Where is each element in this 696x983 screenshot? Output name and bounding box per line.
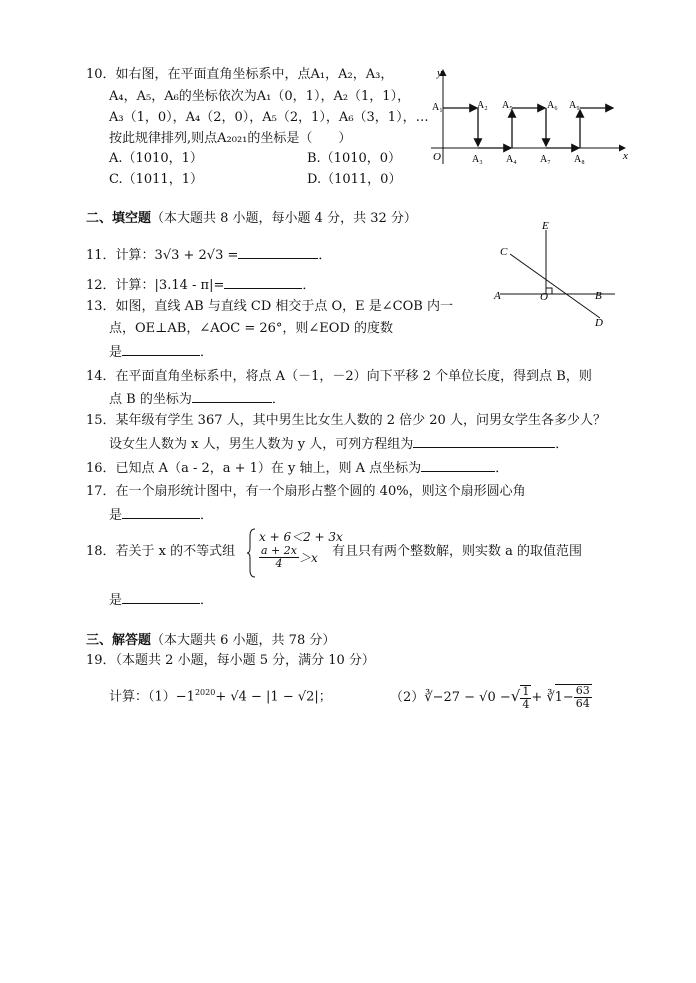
q18-fraction-den: 4 [275,557,283,570]
q17-end: ． [200,508,214,523]
q16-end: ． [495,461,509,476]
q19-expr2-b: + ∛ [531,690,555,705]
q19-cuberoot-body [555,684,592,710]
q19-part2 [390,684,592,711]
q13-end: ． [200,345,214,360]
label-a4: A₄ [506,154,517,165]
q12-prefix: 12．计算： [86,278,155,293]
q19-expr1-a: −1 [175,689,195,705]
q15-answer-blank[interactable] [413,434,555,448]
q19-part1 [109,684,332,706]
q15-end: ． [555,437,569,452]
label-a: A [494,290,501,302]
q10-option-b: B.（1010，0） [307,151,402,166]
label-a6: A₆ [547,100,558,111]
label-a7: A₇ [540,154,551,165]
y-axis-label: y [437,67,442,79]
q18-fraction [259,545,299,570]
q19-fraction-2 [574,685,592,710]
label-a9: A₉ [569,100,580,111]
section2-title: 二、填空题 [86,211,152,226]
q15-line2-text: 设女生人数为 x 人，男生人数为 y 人，可列方程组为 [109,437,414,452]
q11-prefix: 11．计算： [86,248,155,263]
label-a2: A₂ [477,100,488,111]
q18-line2-text: 是 [109,593,123,608]
q16-text: 16．已知点 A（a - 2，a + 1）在 y 轴上，则 A 点坐标为 [86,461,422,476]
q14-answer-blank[interactable] [192,389,272,403]
q17-line2 [109,505,213,525]
section3-note: （本大题共 6 小题，共 78 分） [151,633,336,648]
q17-line2-text: 是 [109,508,123,523]
label-b: B [595,290,602,302]
brace-icon [247,528,257,578]
q13-answer-blank[interactable] [122,342,200,356]
q19-fraction-1-den: 4 [522,697,530,711]
q18-inequality-system [247,528,343,578]
q18-line2 [109,590,213,610]
section3-heading [86,632,335,650]
q13-line3 [109,342,213,362]
label-a1: A₁ [432,102,443,113]
section2-note: （本大题共 8 小题，每小题 4 分，共 32 分） [151,211,417,226]
q18-inequality-2 [259,545,318,570]
q13-line3-text: 是 [109,345,123,360]
label-c: C [500,246,508,258]
q13-line1: 13．如图，直线 AB 与直线 CD 相交于点 O，E 是∠COB 内一 [86,299,453,314]
q18-answer-blank[interactable] [122,590,200,604]
q12-end: ． [302,278,316,293]
q10-line1: 10．如右图，在平面直角坐标系中，点A₁，A₂，A₃， [86,67,394,82]
q19-prefix: 计算：（1） [109,689,176,705]
q18-fraction-num: a + 2x [261,544,297,557]
q13-intersecting-lines-figure [490,218,630,330]
q13-line2: 点，OE⊥AB，∠AOC = 26°，则∠EOD 的度数 [109,321,393,336]
origin-label: O [433,151,441,163]
q16-answer-blank[interactable] [421,458,495,472]
q10-coordinate-graph [425,62,640,168]
q10-option-a: A.（1010，1） [109,151,203,166]
q16 [86,458,508,478]
label-o: O [540,291,548,303]
q15-line1: 15．某年级有学生 367 人，其中男生比女生人数的 2 倍少 20 人，问男女学生各多少人？ [86,413,606,428]
q12 [86,275,315,295]
q11-answer-blank[interactable] [238,245,318,259]
q19-expr2-c: 1− [554,690,574,705]
q19-fraction-2-num: 63 [575,684,590,697]
q10-option-c: C.（1011，1） [109,172,203,187]
q10-line4: 按此规律排列,则点A₂₀₂₁的坐标是（ ） [109,131,352,146]
q11 [86,245,331,265]
q18-gt: ＞x [298,551,318,565]
label-a3: A₃ [472,154,483,165]
q17-line1: 17．在一个扇形统计图中，有一个扇形占整个圆的 40%，则这个扇形圆心角 [86,484,526,499]
q17-answer-blank[interactable] [122,505,200,519]
q19-fraction-2-den: 64 [575,697,590,710]
section3-title: 三、解答题 [86,633,152,648]
q12-answer-blank[interactable] [224,275,302,289]
q19-part2-label: （2） [390,690,425,705]
label-a8: A₈ [574,154,585,165]
q10-line3: A₃（1，0），A₄（2，0），A₅（2，1），A₆（3，1），… [109,110,429,125]
q18-inequality-1: x + 6＜2 + 3x [259,530,343,544]
q18-prefix: 18．若关于 x 的不等式组 [86,544,236,559]
q18-suffix: 有且只有两个整数解，则实数 a 的取值范围 [332,544,583,559]
q19-fraction-1-num: 1 [522,684,530,698]
label-e: E [542,220,549,232]
q19-expr2-a: ∛−27 − √0 − [424,690,511,705]
label-a5: A₅ [502,100,513,111]
q19-expr1-exponent: 2020 [194,688,216,697]
q15-line2 [109,434,568,454]
sqrt-icon: √ [510,687,521,705]
q14-line2 [109,389,285,409]
x-axis-label: x [623,150,628,162]
q10-option-d: D.（1011，0） [307,172,402,187]
q19-fraction-1 [520,685,531,711]
q11-expression: 3√3 + 2√3 = [154,248,239,263]
q11-end: ． [318,248,332,263]
label-d: D [595,317,603,329]
q18-end: ． [200,593,214,608]
line-cd [510,254,600,318]
q12-expression: |3.14 - π|= [154,278,225,293]
q14-end: ． [271,392,285,407]
q19-line1: 19．（本题共 2 小题，每小题 5 分，满分 10 分） [86,653,375,668]
q10-line2: A₄，A₅，A₆的坐标依次为A₁（0，1），A₂（1，1）， [109,89,411,104]
q14-line1: 14．在平面直角坐标系中，将点 A（－1，－2）向下平移 2 个单位长度，得到点 B，则 [86,369,592,384]
q19-expr1-b: + √4 − |1 − √2|； [215,689,332,705]
section2-heading [86,210,417,228]
q14-line2-text: 点 B 的坐标为 [109,392,192,407]
